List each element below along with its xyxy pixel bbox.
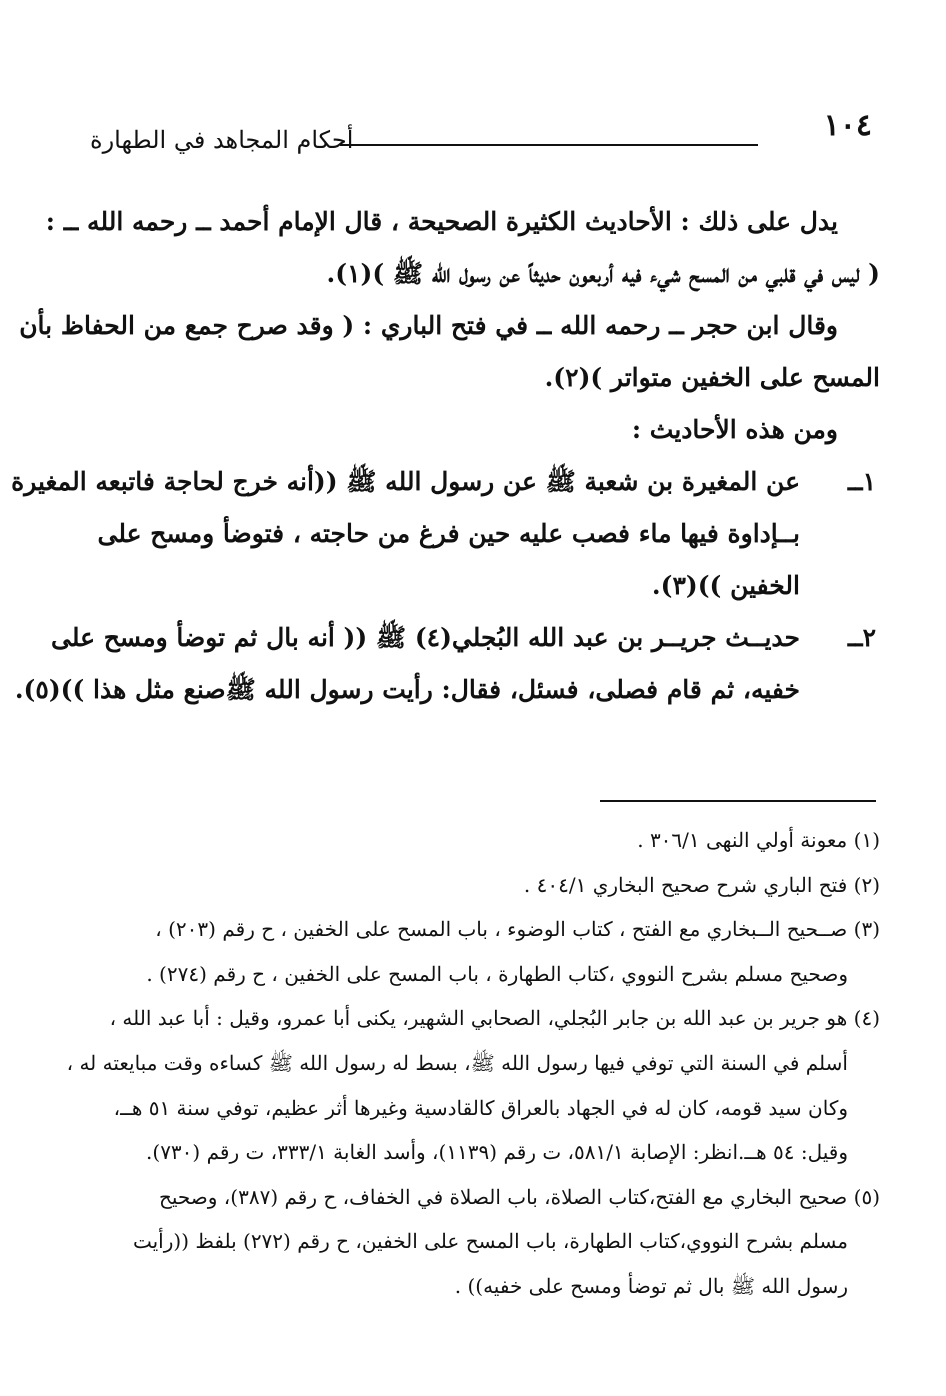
footnote-line: وصحيح مسلم بشرح النووي ،كتاب الطهارة ، باب المسح على الخفين ، ح رقم (٢٧٤) . — [146, 961, 848, 986]
item-number: ٢ــ — [847, 623, 876, 652]
hadith-item — [11, 456, 880, 612]
footnote-separator — [600, 800, 876, 802]
footnote-line: (٣) صــحيح الــبخاري مع الفتح ، كتاب الوضوء ، باب المسح على الخفين ، ح رقم (٢٠٣) ، — [155, 917, 880, 942]
footnotes — [66, 818, 880, 1309]
footnote-line: وكان سيد قومه، كان له في الجهاد بالعراق كالقادسية وغيرها أثر عظيم، توفي سنة ٥١ هــ، — [113, 1095, 848, 1120]
running-title: أحكام المجاهد في الطهارة — [90, 126, 354, 154]
text-line: ومن هذه الأحاديث : — [631, 415, 838, 444]
text-line: يدل على ذلك : الأحاديث الكثيرة الصحيحة ، قال الإمام أحمد ــ رحمه الله ــ : — [45, 207, 838, 236]
footnote-line: (٥) صحيح البخاري مع الفتح،كتاب الصلاة، باب الصلاة في الخفاف، ح رقم (٣٨٧)، وصحيح — [158, 1184, 880, 1209]
page-number: ١٠٤ — [823, 108, 872, 143]
footnote-line: وقيل: ٥٤ هــ.انظر: الإصابة ٥٨١/١، ت رقم (١١٣٩)، وأسد الغابة ٣٣٣/١، ت رقم (٧٣٠). — [146, 1140, 848, 1165]
footnote-line: أسلم في السنة التي توفي فيها رسول الله ﷺ، بسط له رسول الله ﷺ كساءه وقت مبايعته له ، — [66, 1050, 848, 1075]
header-rule — [340, 144, 758, 146]
text-line: بــإداوة فيها ماء فصب عليه حين فرغ من حاجته ، فتوضأ ومسح على — [97, 519, 800, 548]
footnote-line: (١) معونة أولي النهى ٣٠٦/١ . — [637, 828, 880, 852]
text-line: ( ليس في قلبي من المسح شيء فيه أربعون حديثاً عن رسول الله ﷺ )(١). — [326, 259, 880, 288]
hadith-item — [14, 612, 880, 716]
footnote-line: (٢) فتح الباري شرح صحيح البخاري ٤٠٤/١ . — [523, 872, 880, 897]
text-line: عن المغيرة بن شعبة ﷺ عن رسول الله ﷺ ((أنه خرج لحاجة فاتبعه المغيرة — [11, 467, 800, 496]
text-line: المسح على الخفين متواتر )(٢). — [544, 363, 880, 392]
item-number: ١ــ — [847, 467, 876, 496]
main-text — [11, 196, 880, 716]
page-header — [90, 108, 880, 160]
text-line: حديــث جريــر بن عبد الله البُجلي(٤) ﷺ (( أنه بال ثم توضأ ومسح على — [51, 623, 800, 652]
text-line: خفيه، ثم قام فصلى، فسئل، فقال: رأيت رسول الله ﷺصنع مثل هذا ))(٥). — [14, 675, 800, 704]
footnote-line: مسلم بشرح النووي،كتاب الطهارة، باب المسح على الخفين، ح رقم (٢٧٢) بلفظ ((رأيت — [132, 1229, 848, 1254]
text-line: وقال ابن حجر ــ رحمه الله ــ في فتح الباري : ( وقد صرح جمع من الحفاظ بأن — [19, 311, 838, 340]
footnote-line: (٤) هو جرير بن عبد الله بن جابر البُجلي، الصحابي الشهير، يكنى أبا عمرو، وقيل : أبا عبد الله ، — [109, 1006, 880, 1031]
footnote-line: رسول الله ﷺ بال ثم توضأ ومسح على خفيه)) . — [454, 1273, 848, 1298]
text-line: الخفين ))(٣). — [651, 571, 800, 600]
